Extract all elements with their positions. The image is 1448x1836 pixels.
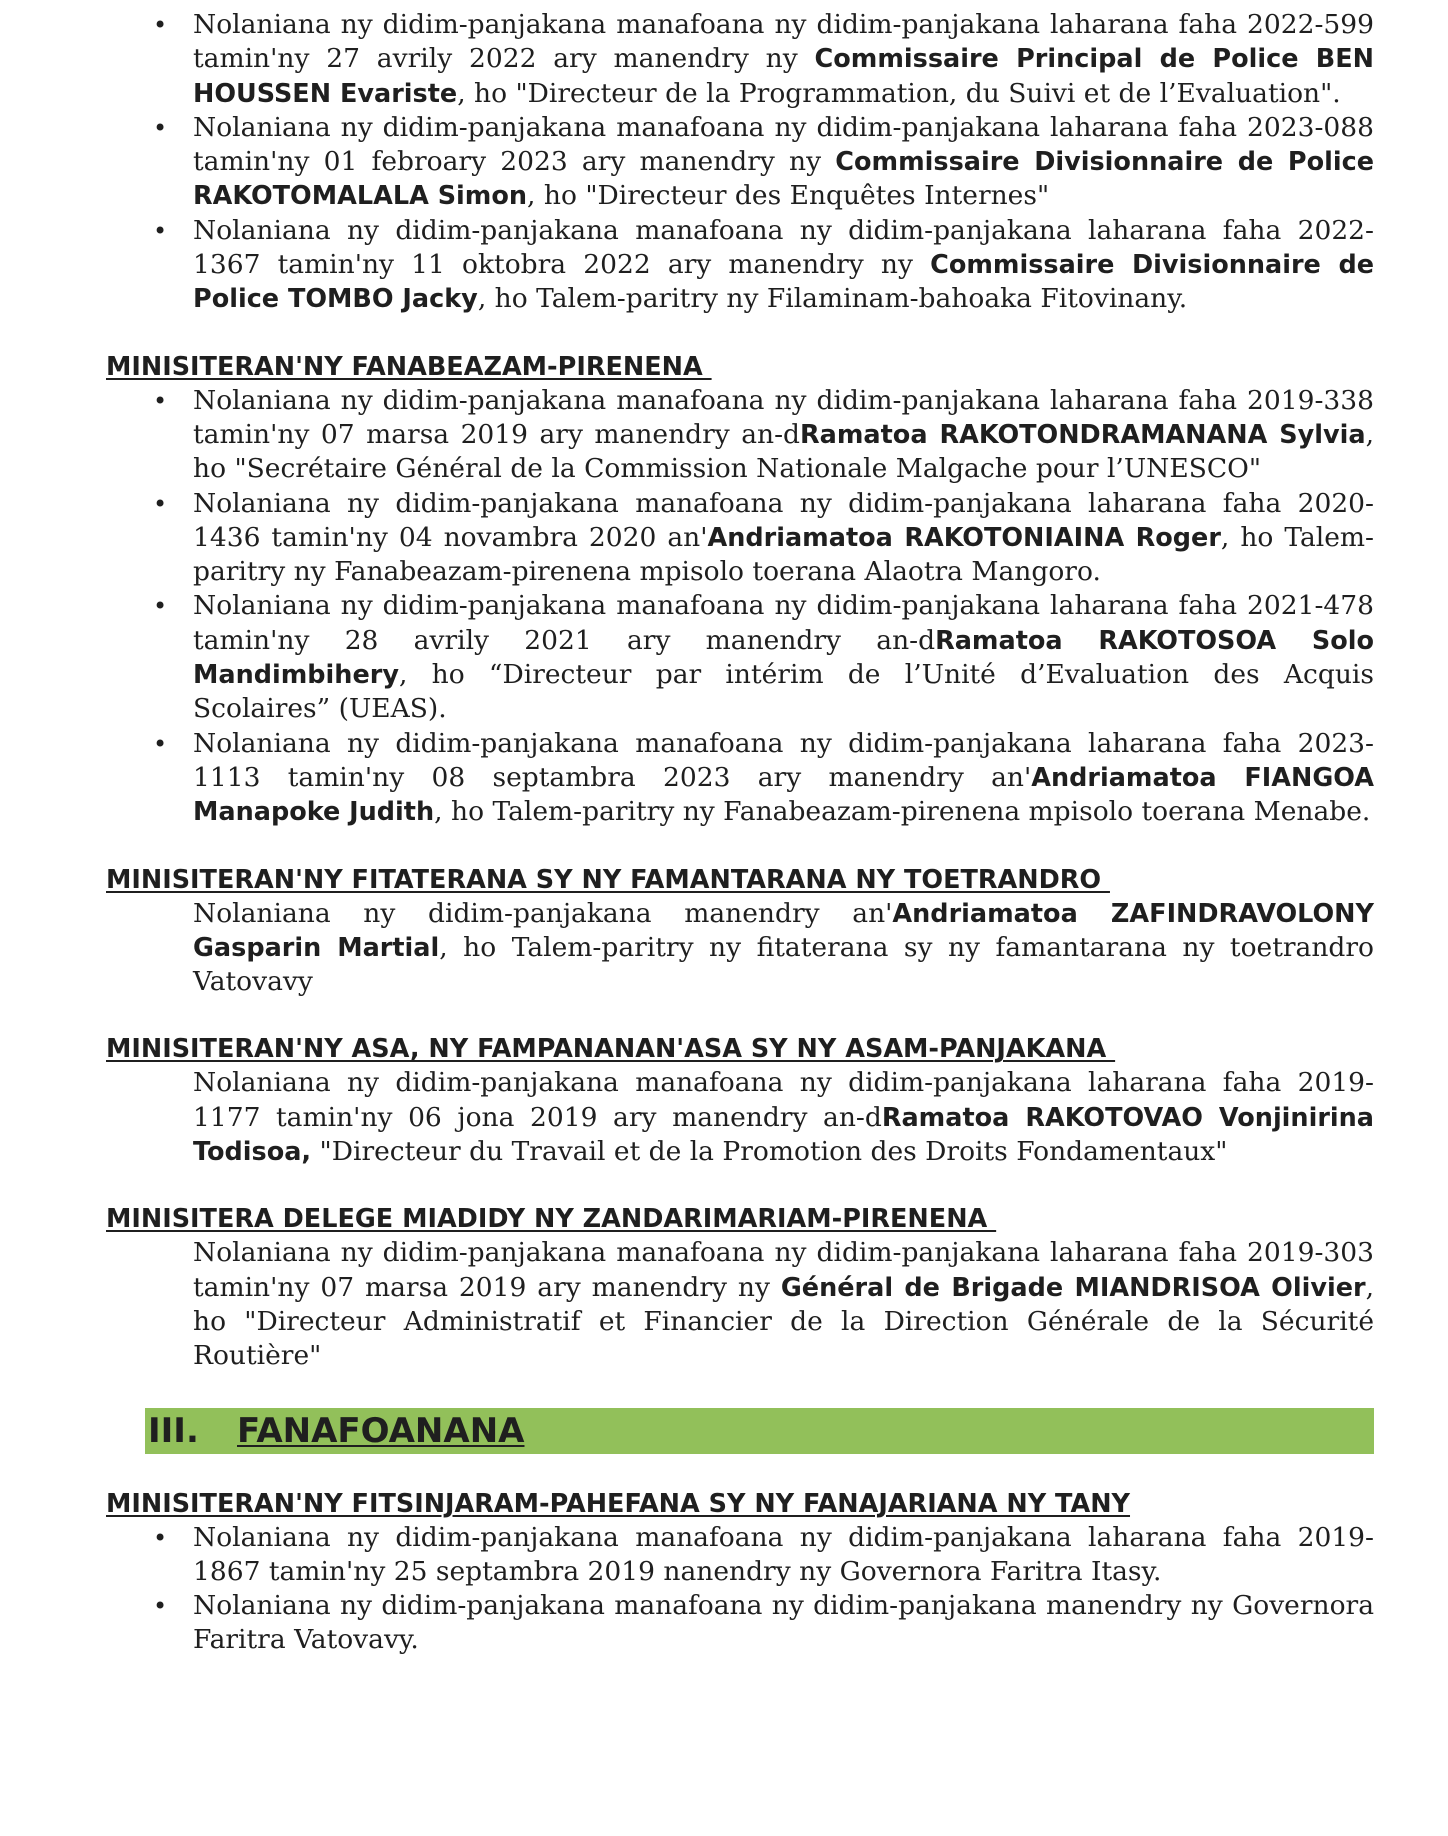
list-item: • Nolaniana ny didim-panjakana manafoana ny didim-panjakana laharana faha 2022-599 tamin'ny 27 avrily 2022 ary manendry ny Commissaire Principal de Police BEN HOUSSEN Evariste, ho "Directeur de la Programmation, du Suivi et de l’Evaluation".: [193, 8, 1374, 111]
section-title: FANAFOANANA: [237, 1410, 525, 1451]
section-banner-fanafoanana: [145, 1408, 1374, 1454]
list-item: • Nolaniana ny didim-panjakana manafoana ny didim-panjakana laharana faha 2023-1113 tamin'ny 08 septambra 2023 ary manendry an'Andriamatoa FIANGOA Manapoke Judith, ho Talem-paritry ny Fanabeazam-pirenena mpisolo toerana Menabe.: [193, 727, 1374, 830]
fanabeazana-list: [0, 384, 1448, 830]
list-item: • Nolaniana ny didim-panjakana manafoana ny didim-panjakana manendry ny Governora Faritra Vatovavy.: [193, 1589, 1374, 1658]
paragraph: Nolaniana ny didim-panjakana manendry an'Andriamatoa ZAFINDRAVOLONY Gasparin Martial, ho Talem-paritry ny fitaterana sy ny famantarana ny toetrandro Vatovavy: [193, 897, 1374, 998]
section-number: III.: [148, 1410, 199, 1451]
section-heading-fitsinjarana: MINISITERAN'NY FITSINJARAM-PAHEFANA SY NY FANAJARIANA NY TANY: [106, 1488, 1131, 1519]
section-heading-fitaterana: MINISITERAN'NY FITATERANA SY NY FAMANTARANA NY TOETRANDRO: [106, 864, 1110, 895]
paragraph: Nolaniana ny didim-panjakana manafoana ny didim-panjakana laharana faha 2019-303 tamin'ny 07 marsa 2019 ary manendry ny Général de Brigade MIANDRISOA Olivier, ho "Directeur Administratif et Financier de la Direction Générale de la Sécurité Routière": [193, 1237, 1375, 1372]
section-heading-zandarimaria: MINISITERA DELEGE MIADIDY NY ZANDARIMARIAM-PIRENENA: [106, 1204, 997, 1235]
list-item: • Nolaniana ny didim-panjakana manafoana ny didim-panjakana laharana faha 2019-338 tamin'ny 07 marsa 2019 ary manendry an-dRamatoa RAKOTONDRAMANANA Sylvia, ho "Secrétaire Général de la Commission Nationale Malgache pour l’UNESCO": [193, 384, 1374, 487]
list-item: • Nolaniana ny didim-panjakana manafoana ny didim-panjakana laharana faha 2022-1367 tamin'ny 11 oktobra 2022 ary manendry ny Commissaire Divisionnaire de Police TOMBO Jacky, ho Talem-paritry ny Filaminam-bahoaka Fitovinany.: [193, 214, 1374, 317]
paragraph: Nolaniana ny didim-panjakana manafoana ny didim-panjakana laharana faha 2019-1177 tamin'ny 06 jona 2019 ary manendry an-dRamatoa RAKOTOVAO Vonjinirina Todisoa, "Directeur du Travail et de la Promotion des Droits Fondamentaux": [193, 1067, 1374, 1168]
list-item: • Nolaniana ny didim-panjakana manafoana ny didim-panjakana laharana faha 2019-1867 tamin'ny 25 septambra 2019 nanendry ny Governora Faritra Itasy.: [193, 1521, 1374, 1590]
list-item: • Nolaniana ny didim-panjakana manafoana ny didim-panjakana laharana faha 2020-1436 tamin'ny 04 novambra 2020 an'Andriamatoa RAKOTONIAINA Roger, ho Talem-paritry ny Fanabeazam-pirenena mpisolo toerana Alaotra Mangoro.: [193, 487, 1374, 590]
fitsinjarana-list: [0, 1521, 1448, 1658]
section-heading-asa: MINISITERAN'NY ASA, NY FAMPANANAN'ASA SY NY ASAM-PANJAKANA: [106, 1034, 1116, 1065]
section-heading-fanabeazana: MINISITERAN'NY FANABEAZAM-PIRENENA: [106, 351, 712, 382]
police-appointments-list: [0, 8, 1448, 317]
list-item: • Nolaniana ny didim-panjakana manafoana ny didim-panjakana laharana faha 2023-088 tamin'ny 01 febroary 2023 ary manendry ny Commissaire Divisionnaire de Police RAKOTOMALALA Simon, ho "Directeur des Enquêtes Internes": [193, 111, 1374, 214]
list-item: • Nolaniana ny didim-panjakana manafoana ny didim-panjakana laharana faha 2021-478 tamin'ny 28 avrily 2021 ary manendry an-dRamatoa RAKOTOSOA Solo Mandimbihery, ho “Directeur par intérim de l’Unité d’Evaluation des Acquis Scolaires” (UEAS).: [193, 589, 1374, 726]
